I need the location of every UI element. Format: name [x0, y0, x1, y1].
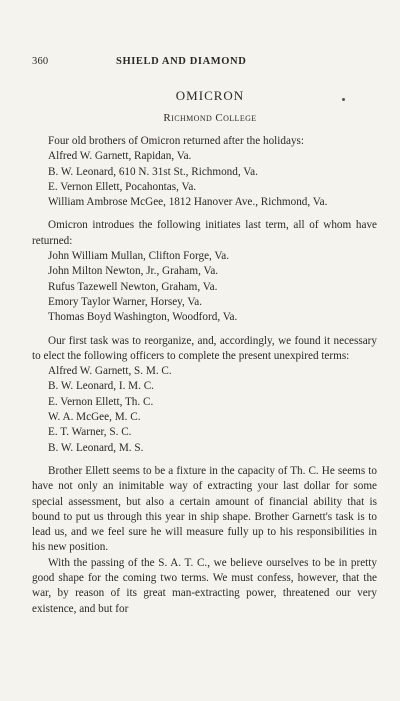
ellett-paragraph: Brother Ellett seems to be a fixture in the capacity of Th. C. He seems to have not only an inimitable way of extracting your last dollar for some special assessment, but also a certain amount of financial ability that is bound to put us through this year in ship shape. Brother Garnett's task is to lead us, and we feel sure he will measure fully up to his responsibilities in his new position.: [32, 464, 377, 554]
list-item: Alfred W. Garnett, S. M. C.: [48, 365, 172, 378]
intro-paragraph: Four old brothers of Omicron returned after the holidays:: [48, 135, 305, 147]
list-item: E. Vernon Ellett, Th. C.: [48, 395, 154, 408]
list-item: E. T. Warner, S. C.: [48, 426, 132, 439]
running-title: SHIELD AND DIAMOND: [116, 56, 247, 67]
satc-paragraph: With the passing of the S. A. T. C., we believe ourselves to be in pretty good shape for the coming two terms. We must confess, however, that the war, by reason of its great man-extracting power, threatened our very existence, and but for: [32, 556, 377, 615]
college-subtitle: Richmond College: [163, 112, 257, 124]
list-item: Thomas Boyd Washington, Woodford, Va.: [48, 311, 238, 324]
officers-paragraph: Our first task was to reorganize, and, accordingly, we found it necessary to elect the following officers to complete the present unexpired terms:: [32, 334, 377, 362]
initiates-list: [32, 249, 377, 325]
list-item: Rufus Tazewell Newton, Graham, Va.: [48, 280, 218, 293]
initiates-paragraph: Omicron introdues the following initiates last term, all of whom have returned:: [32, 219, 377, 247]
page-number: 360: [32, 56, 49, 67]
list-item: B. W. Leonard, I. M. C.: [48, 380, 154, 393]
returned-list: [32, 149, 377, 210]
list-item: Alfred W. Garnett, Rapidan, Va.: [48, 150, 192, 163]
body-text: [32, 134, 377, 617]
decorative-dot: [342, 98, 345, 101]
chapter-title: OMICRON: [175, 88, 245, 103]
list-item: E. Vernon Ellett, Pocahontas, Va.: [48, 180, 197, 193]
list-item: William Ambrose McGee, 1812 Hanover Ave., Richmond, Va.: [48, 196, 328, 209]
list-item: B. W. Leonard, 610 N. 31st St., Richmond, Va.: [48, 165, 258, 178]
officers-list: [32, 364, 377, 456]
list-item: W. A. McGee, M. C.: [48, 411, 141, 424]
list-item: John William Mullan, Clifton Forge, Va.: [48, 250, 230, 263]
list-item: Emory Taylor Warner, Horsey, Va.: [48, 295, 203, 308]
list-item: John Milton Newton, Jr., Graham, Va.: [48, 265, 219, 278]
list-item: B. W. Leonard, M. S.: [48, 441, 144, 454]
